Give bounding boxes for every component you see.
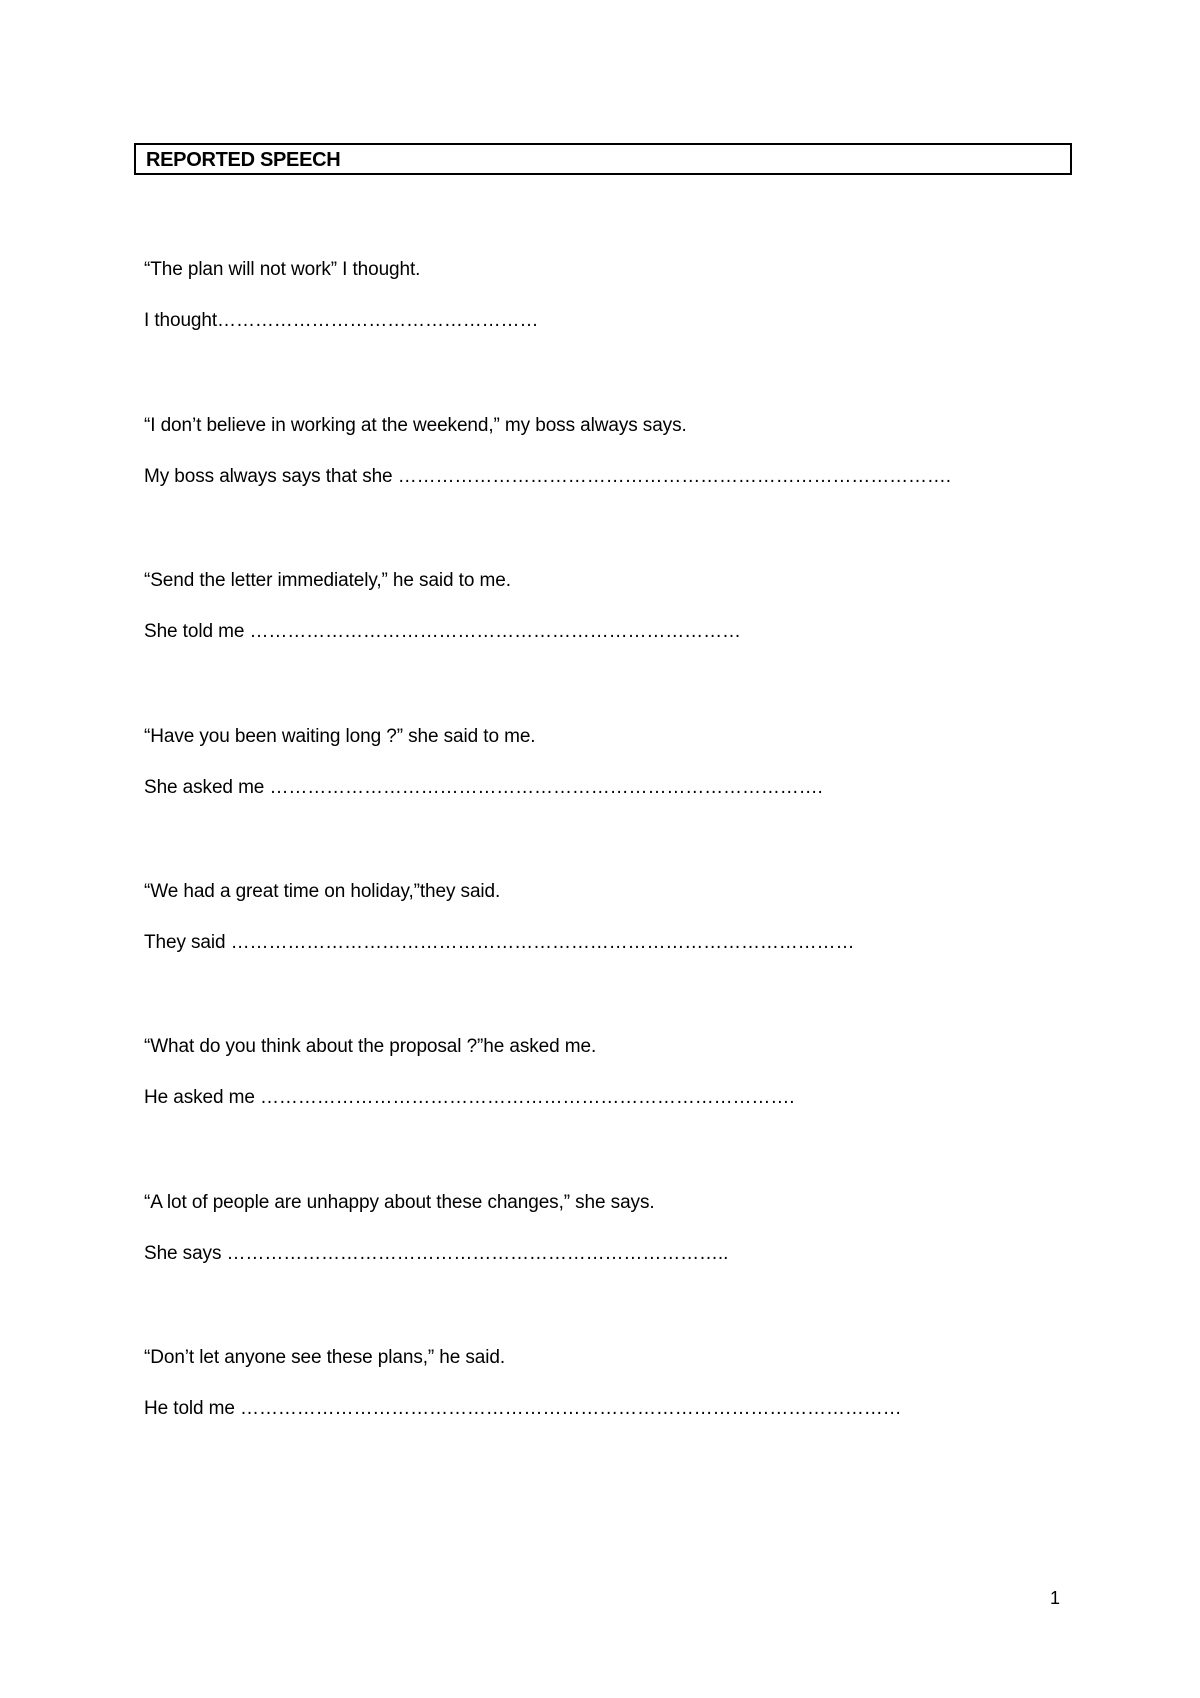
exercise-1-quote: “The plan will not work” I thought.	[144, 259, 421, 280]
exercise-8-answer: He told me ……………………………………………………………………………………………	[144, 1398, 902, 1419]
exercise-4-quote: “Have you been waiting long ?” she said to me.	[144, 726, 536, 747]
exercise-2-answer: My boss always says that she …………………………………………………………………………….	[144, 466, 951, 487]
exercise-7-quote: “A lot of people are unhappy about these changes,” she says.	[144, 1192, 655, 1213]
exercise-6-quote: “What do you think about the proposal ?”he asked me.	[144, 1036, 597, 1057]
title-box	[134, 143, 1072, 175]
exercise-7-answer: She says ……………………………………………………………………..	[144, 1243, 729, 1264]
exercise-5-answer: They said ………………………………………………………………………………………	[144, 932, 855, 953]
exercise-3-quote: “Send the letter immediately,” he said to me.	[144, 570, 511, 591]
exercise-5-quote: “We had a great time on holiday,”they said.	[144, 881, 501, 902]
exercise-3-answer: She told me ……………………………………………………………………	[144, 621, 741, 642]
page-title: REPORTED SPEECH	[146, 149, 341, 171]
exercise-8-quote: “Don’t let anyone see these plans,” he said.	[144, 1347, 506, 1368]
exercise-4-answer: She asked me …………………………………………………………………………….	[144, 777, 823, 798]
exercise-1-answer: I thought……………………………………………	[144, 310, 539, 331]
exercise-2-quote: “I don’t believe in working at the weekend,” my boss always says.	[144, 415, 687, 436]
page-number: 1	[1050, 1588, 1061, 1608]
exercise-6-answer: He asked me ………………………………………………………………………….	[144, 1087, 795, 1108]
